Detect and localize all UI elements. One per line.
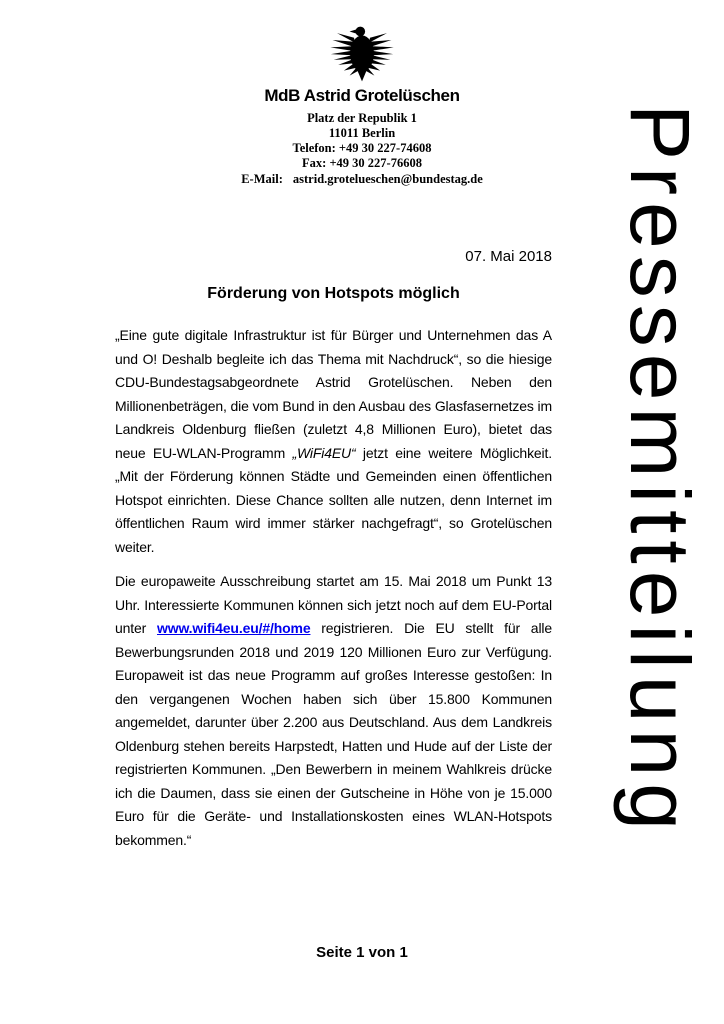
letterhead-telefon: Telefon: +49 30 227-74608 (292, 141, 432, 155)
text-run: registrieren. Die EU stellt für alle Bewerbungsrunden 2018 und 2019 120 Millionen Euro zur Verfügung. Europaweit ist das neue Programm auf großes Interesse gestoßen: In den vergangenen Wochen haben sich über 15.800 Kommunen angemeldet, darunter über 2.200 aus Deutschland. Aus dem Landkreis Oldenburg stehen bereits Harpstedt, Hatten und Hude auf der Liste der registrierten Kommunen. „Den Bewerbern in meinem Wahlkreis drücke ich die Daumen, dass sie einen der Gutscheine in Höhe von je 15.000 Euro für die Geräte- und Installationskosten eines WLAN-Hotspots bekommen.“ (115, 620, 553, 848)
wifi4eu-link[interactable]: www.wifi4eu.eu/#/home (156, 620, 311, 636)
pressemitteilung-vertical-banner: Pressemitteilung (613, 104, 707, 837)
letterhead-street: Platz der Republik 1 (307, 111, 417, 125)
text-run: jetzt eine weitere Möglichkeit. „Mit der Förderung können Städte und Gemeinden einen öffentlichen Hotspot einrichten. Diese Chance sollten alle nutzen, denn Internet im öffentlichen Raum wird immer stärker nachgefragt“, so Grotelüschen weiter. (115, 444, 552, 555)
letterhead-name: MdB Astrid Grotelüschen (264, 86, 460, 105)
letterhead-city: 11011 Berlin (328, 126, 396, 140)
program-name-italic: „WiFi4EU“ (292, 444, 356, 461)
text-run: „Eine gute digitale Infrastruktur ist für Bürger und Unternehmen das A und O! Deshalb begleite ich das Thema mit Nachdruck“, so die hiesige CDU-Bundestagsabgeordnete Astrid Grotelüschen. Neben den Millionenbeträgen, die vom Bund in den Ausbau des Glasfasernetzes im Landkreis Oldenburg fließen (zuletzt 4,8 Millionen Euro), bietet das neue EU-WLAN-Programm (115, 327, 552, 461)
bundesadler-eagle-icon (328, 24, 396, 82)
letterhead-fax: Fax: +49 30 227-76608 (302, 156, 422, 170)
page-footer: Seite 1 von 1 (316, 944, 408, 961)
date: 07. Mai 2018 (465, 248, 552, 265)
body-paragraph-1 (115, 324, 552, 559)
document-content (115, 248, 552, 863)
email-address: astrid.grotelueschen@bundestag.de (292, 172, 483, 186)
headline: Förderung von Hotspots möglich (207, 285, 460, 302)
email-label: E-Mail: (241, 172, 283, 186)
text-run: Die europaweite Ausschreibung startet am 15. Mai 2018 um Punkt 13 Uhr. Interessierte Kommunen können sich jetzt noch auf dem EU-Portal unter (115, 573, 552, 636)
body-paragraph-2 (115, 570, 552, 852)
